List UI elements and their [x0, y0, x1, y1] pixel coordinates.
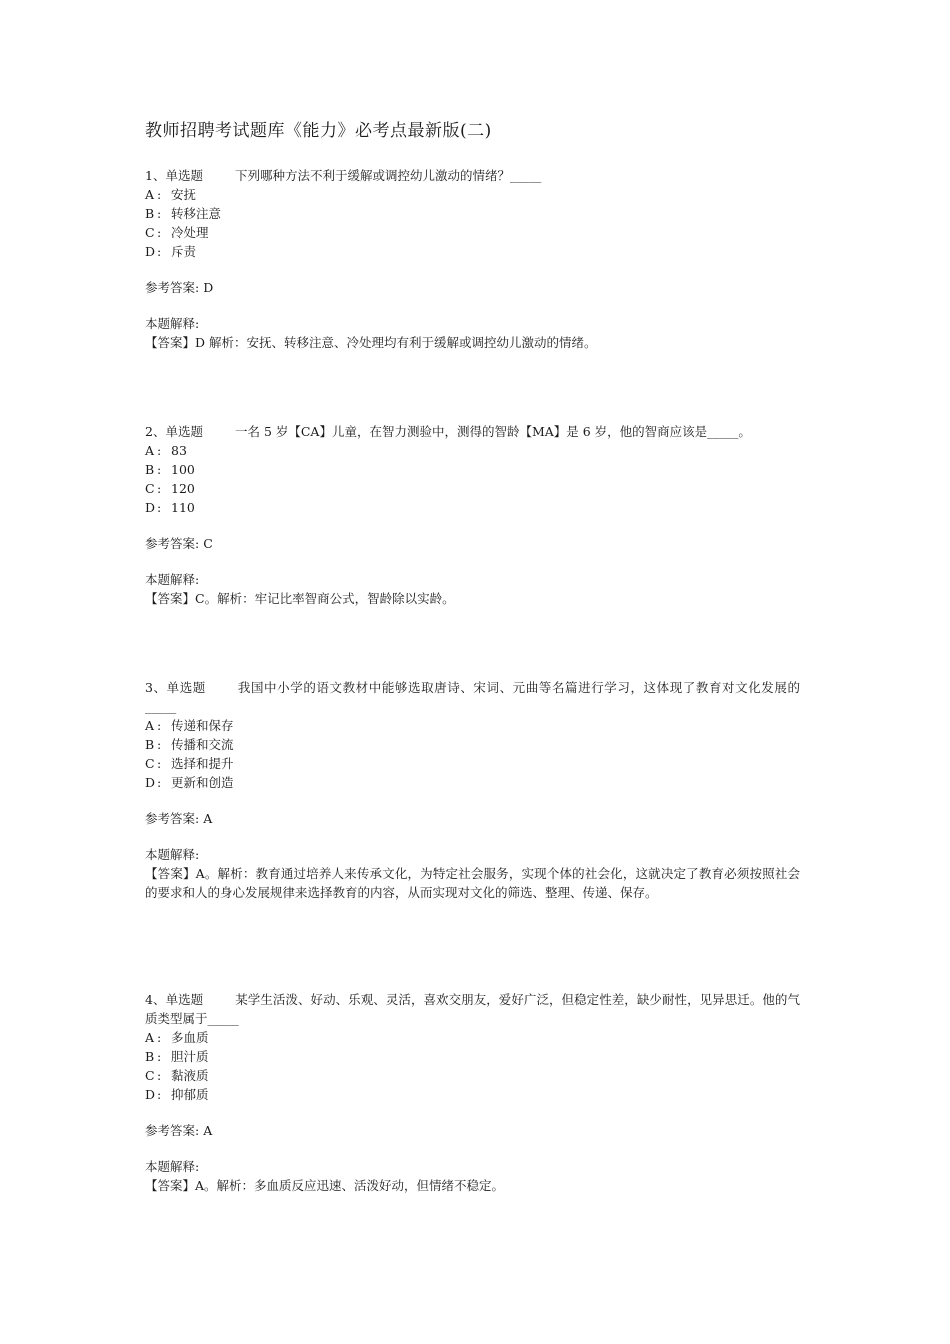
answer-value: A: [203, 811, 213, 826]
option-text: 100: [171, 462, 195, 477]
option-text: 110: [171, 500, 195, 515]
question-stem-line: [145, 166, 800, 185]
option-separator: :: [157, 718, 162, 733]
answer-prefix: 参考答案:: [145, 536, 204, 551]
explanation-label: 本题解释:: [145, 316, 200, 331]
option-text: 安抚: [171, 187, 197, 202]
option-d: [145, 773, 800, 792]
question-type: 单选题: [165, 992, 204, 1007]
reference-answer: [145, 278, 800, 297]
option-text: 选择和提升: [171, 756, 234, 771]
option-letter: A: [145, 718, 155, 733]
option-text: 转移注意: [171, 206, 222, 221]
option-a: [145, 185, 800, 204]
option-letter: D: [145, 244, 156, 259]
reference-answer: [145, 534, 800, 553]
option-b: [145, 735, 800, 754]
answer-prefix: 参考答案:: [145, 811, 204, 826]
explanation-text: 【答案】A。解析：教育通过培养人来传承文化，为特定社会服务，实现个体的社会化，这就决定了教育必须按照社会的要求和人的身心发展规律来选择教育的内容，从而实现对文化的筛选、整理、传递、保存。: [145, 866, 800, 900]
question-4: [145, 990, 800, 1195]
question-number: 4、: [145, 992, 166, 1007]
option-c: [145, 223, 800, 242]
option-separator: :: [157, 462, 162, 477]
option-c: [145, 479, 800, 498]
option-separator: :: [157, 225, 162, 240]
option-b: [145, 204, 800, 223]
option-c: [145, 1066, 800, 1085]
question-2: [145, 422, 800, 608]
option-separator: :: [157, 443, 162, 458]
option-letter: B: [145, 206, 155, 221]
answer-value: A: [203, 1123, 213, 1138]
question-1: [145, 166, 800, 352]
option-letter: B: [145, 737, 155, 752]
option-text: 83: [171, 443, 187, 458]
option-text: 斥责: [171, 244, 197, 259]
option-text: 多血质: [171, 1030, 209, 1045]
option-d: [145, 242, 800, 261]
option-c: [145, 754, 800, 773]
option-list: [145, 716, 800, 792]
option-separator: :: [157, 206, 162, 221]
question-stem-line: [145, 990, 800, 1028]
option-letter: C: [145, 225, 155, 240]
option-text: 黏液质: [171, 1068, 209, 1083]
question-stem: 我国中小学的语文教材中能够选取唐诗、宋词、元曲等名篇进行学习，这体现了教育对文化发展的_____: [145, 680, 800, 714]
option-separator: :: [157, 756, 162, 771]
option-separator: :: [157, 481, 162, 496]
option-separator: :: [157, 1068, 162, 1083]
option-separator: :: [157, 187, 162, 202]
option-separator: :: [157, 1049, 162, 1064]
question-3: [145, 678, 800, 902]
option-d: [145, 1085, 800, 1104]
question-type: 单选题: [165, 168, 203, 183]
option-separator: :: [157, 1030, 162, 1045]
option-letter: C: [145, 481, 155, 496]
option-d: [145, 498, 800, 517]
explanation-label: 本题解释:: [145, 572, 200, 587]
answer-prefix: 参考答案:: [145, 280, 204, 295]
explanation-text: 【答案】D 解析：安抚、转移注意、冷处理均有利于缓解或调控幼儿激动的情绪。: [145, 335, 597, 350]
option-b: [145, 460, 800, 479]
option-text: 抑郁质: [171, 1087, 209, 1102]
option-letter: C: [145, 1068, 155, 1083]
option-letter: D: [145, 500, 156, 515]
question-stem-line: [145, 422, 800, 441]
option-letter: C: [145, 756, 155, 771]
option-list: [145, 185, 800, 261]
page-title: 教师招聘考试题库《能力》必考点最新版(二): [145, 121, 492, 141]
option-separator: :: [157, 244, 162, 259]
question-type: 单选题: [166, 680, 206, 695]
question-number: 3、: [145, 680, 167, 695]
option-separator: :: [157, 1087, 162, 1102]
explanation-label: 本题解释:: [145, 1159, 200, 1174]
option-letter: B: [145, 1049, 155, 1064]
option-letter: B: [145, 462, 155, 477]
option-text: 传递和保存: [171, 718, 234, 733]
question-number: 2、: [145, 424, 166, 439]
explanation-label: 本题解释:: [145, 847, 200, 862]
answer-value: D: [203, 280, 214, 295]
option-letter: A: [145, 1030, 155, 1045]
option-separator: :: [157, 775, 162, 790]
option-text: 冷处理: [171, 225, 209, 240]
option-letter: D: [145, 775, 156, 790]
answer-prefix: 参考答案:: [145, 1123, 204, 1138]
option-list: [145, 441, 800, 517]
option-text: 更新和创造: [171, 775, 234, 790]
explanation-text: 【答案】C。解析：牢记比率智商公式，智龄除以实龄。: [145, 591, 455, 606]
option-b: [145, 1047, 800, 1066]
answer-value: C: [203, 536, 213, 551]
option-text: 胆汁质: [171, 1049, 209, 1064]
option-text: 120: [171, 481, 195, 496]
option-a: [145, 441, 800, 460]
option-text: 传播和交流: [171, 737, 234, 752]
question-stem: 某学生活泼、好动、乐观、灵活，喜欢交朋友，爱好广泛，但稳定性差，缺少耐性，见异思迁。他的气质类型属于_____: [145, 992, 800, 1026]
option-separator: :: [157, 500, 162, 515]
explanation-text: 【答案】A。解析：多血质反应迅速、活泼好动，但情绪不稳定。: [145, 1178, 505, 1193]
question-number: 1、: [145, 168, 166, 183]
option-a: [145, 716, 800, 735]
question-stem: 一名 5 岁【CA】儿童，在智力测验中，测得的智龄【MA】是 6 岁，他的智商应该是_____。: [234, 424, 751, 439]
question-type: 单选题: [165, 424, 203, 439]
option-a: [145, 1028, 800, 1047]
question-stem-line: [145, 678, 800, 716]
option-separator: :: [157, 737, 162, 752]
option-letter: D: [145, 1087, 156, 1102]
reference-answer: [145, 809, 800, 828]
option-letter: A: [145, 187, 155, 202]
question-stem: 下列哪种方法不利于缓解或调控幼儿激动的情绪？_____: [234, 168, 542, 183]
option-list: [145, 1028, 800, 1104]
reference-answer: [145, 1121, 800, 1140]
option-letter: A: [145, 443, 155, 458]
